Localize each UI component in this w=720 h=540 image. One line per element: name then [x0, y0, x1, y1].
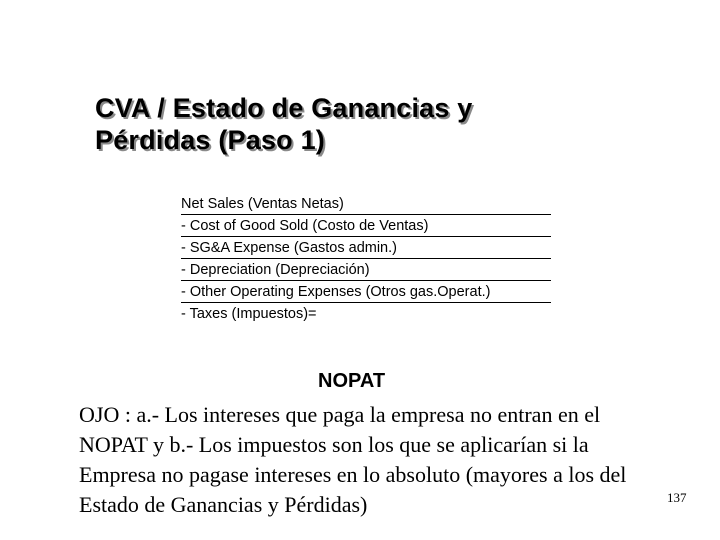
- note-line-2: NOPAT y b.- Los impuestos son los que se aplicarían si la: [79, 432, 589, 457]
- list-item-taxes: - Taxes (Impuestos)=: [181, 306, 317, 322]
- note-line-1: OJO : a.- Los intereses que paga la empresa no entran en el: [79, 402, 601, 427]
- slide-title: [95, 92, 565, 156]
- list-item-depreciation: - Depreciation (Depreciación): [181, 259, 551, 281]
- income-statement-list: [181, 193, 551, 324]
- list-item-net-sales: Net Sales (Ventas Netas): [181, 193, 551, 215]
- nopat-result-label: NOPAT: [318, 370, 386, 392]
- list-item-cost-of-goods-sold: - Cost of Good Sold (Costo de Ventas): [181, 215, 551, 237]
- page-number: 137: [667, 490, 687, 505]
- list-item-sga-expense: - SG&A Expense (Gastos admin.): [181, 237, 551, 259]
- list-item-other-operating-expenses: - Other Operating Expenses (Otros gas.Operat.): [181, 281, 551, 303]
- note-line-4: Estado de Ganancias y Pérdidas): [79, 492, 368, 517]
- slide-title-line-2: Pérdidas (Paso 1): [95, 125, 325, 155]
- note-line-3: Empresa no pagase intereses en lo absoluto (mayores a los del: [79, 462, 627, 487]
- slide-title-line-1: CVA / Estado de Ganancias y: [95, 93, 473, 123]
- note-paragraph: [79, 400, 689, 520]
